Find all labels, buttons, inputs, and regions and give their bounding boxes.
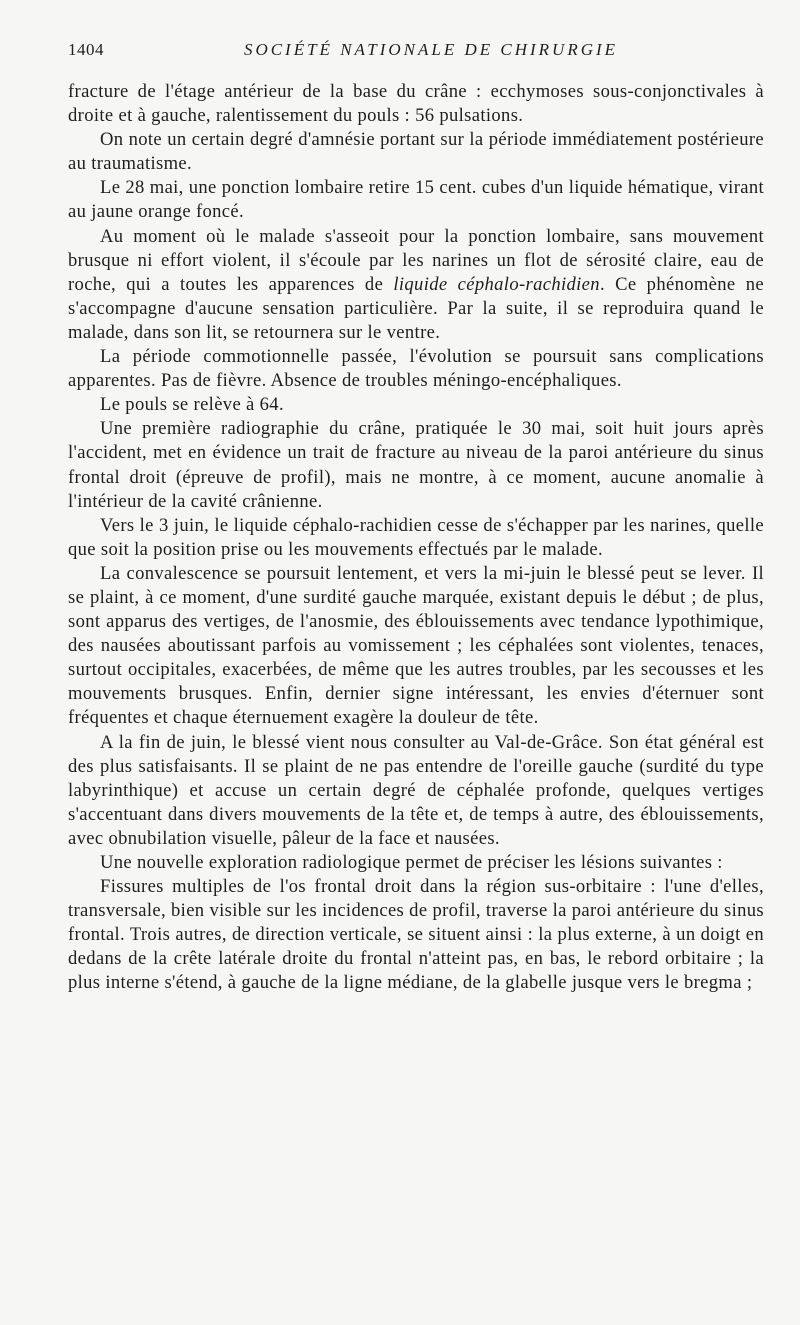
paragraph-5: La période commotionnelle passée, l'évolution se poursuit sans complications apparentes. Pas de fièvre. Absence de troubles méningo-encéphaliques.	[68, 346, 764, 392]
paragraph-11: Une nouvelle exploration radiologique permet de préciser les lésions suivantes :	[100, 852, 723, 873]
page-number: 1404	[68, 40, 104, 59]
document-page	[68, 40, 764, 996]
article-body	[68, 80, 764, 996]
paragraph-7: Une première radiographie du crâne, pratiquée le 30 mai, soit huit jours après l'accident, met en évidence un trait de fracture au niveau de la paroi antérieure du sinus frontal droit (épreuve de profil), mais ne montre, à ce moment, aucune anomalie à l'intérieur de la cavité crânienne.	[68, 418, 764, 512]
paragraph-12: Fissures multiples de l'os frontal droit dans la région sus-orbitaire : l'une d'elles, transversale, bien visible sur les incidences de profil, traverse la paroi antérieure du sinus frontal. Trois autres, de direction verticale, se situent ainsi : la plus externe, à un doigt en dedans de la crête latérale droite du frontal n'atteint pas, en bas, le rebord orbitaire ; la plus interne s'étend, à gauche de la ligne médiane, de la glabelle jusque vers le bregma ;	[68, 876, 764, 994]
paragraph-4	[68, 225, 764, 345]
paragraph-8: Vers le 3 juin, le liquide céphalo-rachidien cesse de s'échapper par les narines, quelle que soit la position prise ou les mouvements effectués par le malade.	[68, 514, 764, 560]
paragraph-2: On note un certain degré d'amnésie portant sur la période immédiatement postérieure au traumatisme.	[68, 129, 764, 175]
paragraph-1: fracture de l'étage antérieur de la base du crâne : ecchymoses sous-conjonctivales à droite et à gauche, ralentissement du pouls : 56 pulsations.	[68, 81, 764, 127]
paragraph-3: Le 28 mai, une ponction lombaire retire 15 cent. cubes d'un liquide hématique, virant au jaune orange foncé.	[68, 177, 764, 223]
paragraph-10: A la fin de juin, le blessé vient nous consulter au Val-de-Grâce. Son état général est des plus satisfaisants. Il se plaint de ne pas entendre de l'oreille gauche (surdité du type labyrinthique) et accuse un certain degré de céphalée profonde, quelques vertiges s'accentuant dans divers mouvements de la tête et, de temps à autre, des éblouissements, avec obnubilation visuelle, pâleur de la face et nausées.	[68, 731, 764, 849]
paragraph-9: La convalescence se poursuit lentement, et vers la mi-juin le blessé peut se lever. Il se plaint, à ce moment, d'une surdité gauche marquée, existant depuis le début ; de plus, sont apparus des vertiges, de l'anosmie, des éblouissements avec tendance lypothimique, des nausées aboutissant parfois au vomissement ; les céphalées sont violentes, tenaces, surtout occipitales, exacerbées, de même que les autres troubles, par les secousses et les mouvements brusques. Enfin, dernier signe intéressant, les envies d'éternuer sont fréquentes et chaque éternuement exagère la douleur de tête.	[68, 562, 764, 729]
paragraph-4-text-before: Au moment où le malade s'asseoit pour la ponction lombaire, sans mouvement brusque ni effort violent, il s'écoule par les narines un flot de sérosité claire, eau de roche, qui a toutes les apparences de	[68, 225, 764, 295]
journal-title: SOCIÉTÉ NATIONALE DE CHIRURGIE	[243, 40, 619, 59]
paragraph-6: Le pouls se relève à 64.	[100, 394, 284, 416]
paragraph-4-italic-term: liquide céphalo-rachidien	[393, 273, 600, 295]
running-header	[68, 40, 764, 64]
paragraph-4-text-after: . Ce phénomène ne s'accompagne d'aucune sensation particulière. Par la suite, il se reproduira quand le malade, dans son lit, se retournera sur le ventre.	[68, 273, 764, 343]
